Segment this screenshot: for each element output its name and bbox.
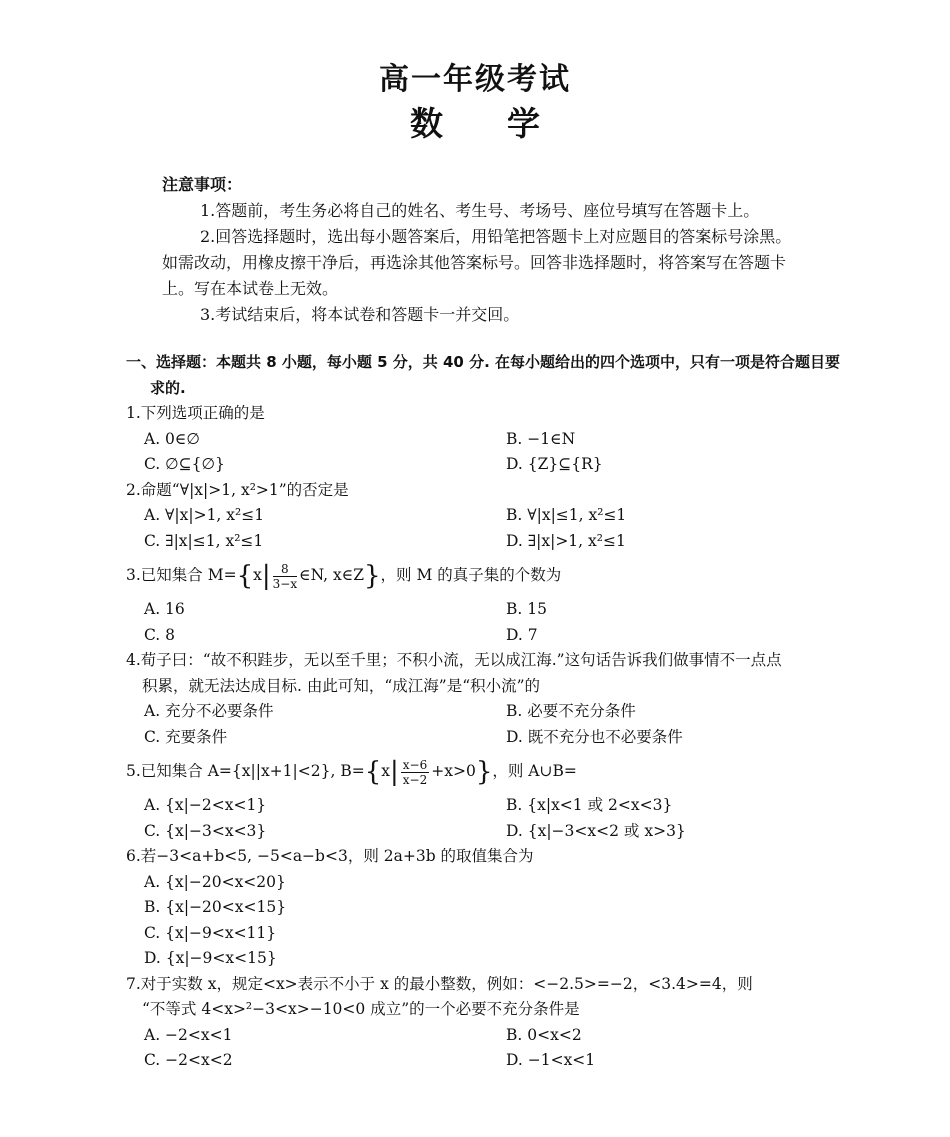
fraction: $\frac{x-6}{x-2}$ xyxy=(402,757,428,787)
option-c: C. {x|−9<x<11} xyxy=(144,923,277,942)
option-b: B. −1∈N xyxy=(506,429,576,448)
question-6 xyxy=(126,844,842,972)
question-stem: 6.若−3<a+b<5, −5<a−b<3，则 2a+3b 的取值集合为 xyxy=(126,847,534,865)
question-stem: 5.已知集合 A={x||x+1|<2}, B={x| $\frac{x-6}{x-2}$ +x>0}，则 A∪B= xyxy=(126,757,577,787)
option-d: D. 7 xyxy=(506,625,538,644)
option-a: A. 16 xyxy=(144,600,185,618)
fraction: $\frac{8}{3-x}$ xyxy=(272,561,298,591)
exam-title: 高一年级考试 xyxy=(379,62,571,97)
question-stem: 2.命题“∀|x|>1, x²>1”的否定是 xyxy=(126,480,349,499)
option-grid xyxy=(126,793,842,844)
subject-title xyxy=(0,98,950,145)
option-list xyxy=(126,870,842,972)
option-grid xyxy=(126,699,842,750)
option-c: C. −2<x<2 xyxy=(144,1051,233,1069)
option-c: C. ∃|x|≤1, x²≤1 xyxy=(144,531,264,550)
subject-char-2: 学 xyxy=(507,104,540,143)
question-stem: 1.下列选项正确的是 xyxy=(126,404,265,422)
notice-item-2: 2.回答选择题时，选出每小题答案后，用铅笔把答题卡上对应题目的答案标号涂黑。如需改动，用橡皮擦干净后，再选涂其他答案标号。回答非选择题时，将答案写在答题卡上。写在本试卷上无效。 xyxy=(162,227,792,298)
option-d: D. {Z}⊆{R} xyxy=(506,455,603,473)
question-2 xyxy=(126,478,842,555)
option-b: B. 0<x<2 xyxy=(506,1025,582,1044)
option-c: C. 8 xyxy=(144,625,176,644)
question-1 xyxy=(126,401,842,478)
question-3 xyxy=(126,554,842,648)
option-b: B. ∀|x|≤1, x²≤1 xyxy=(506,506,627,524)
option-c: C. 充要条件 xyxy=(144,727,228,746)
questions-area xyxy=(126,350,842,1074)
question-stem: 3.已知集合 M={x| $\frac{8}{3-x}$ ∈N, x∈Z}，则 M 的真子集的个数为 xyxy=(126,561,562,591)
question-4 xyxy=(126,648,842,750)
option-grid xyxy=(126,597,842,648)
notice-item-1: 1.答题前，考生务必将自己的姓名、考生号、考场号、座位号填写在答题卡上。 xyxy=(200,201,760,220)
question-stem: 7.对于实数 x，规定<x>表示不小于 x 的最小整数，例如：<−2.5>=−2，<3.4>=4，则 xyxy=(126,974,753,993)
option-b: B. 15 xyxy=(506,600,547,618)
notice-block xyxy=(162,172,802,328)
section-heading: 一、选择题：本题共 8 小题，每小题 5 分，共 40 分. 在每小题给出的四个选项中，只有一项是符合题目要求的. xyxy=(126,353,841,397)
subject-char-1: 数 xyxy=(410,104,443,143)
option-d: D. {x|−9<x<15} xyxy=(144,949,277,967)
option-grid xyxy=(126,1023,842,1074)
question-7 xyxy=(126,972,842,1074)
notice-item-3: 3.考试结束后，将本试卷和答题卡一并交回。 xyxy=(200,305,520,324)
option-c: C. ∅⊆{∅} xyxy=(144,455,225,473)
option-b: B. {x|x<1 或 2<x<3} xyxy=(506,796,673,814)
option-grid xyxy=(126,427,842,478)
option-d: D. −1<x<1 xyxy=(506,1051,596,1069)
option-a: A. {x|−2<x<1} xyxy=(144,796,267,814)
option-a: A. ∀|x|>1, x²≤1 xyxy=(144,506,265,524)
option-a: A. {x|−20<x<20} xyxy=(144,872,286,891)
option-a: A. 充分不必要条件 xyxy=(144,702,274,720)
question-stem-cont: “不等式 4<x>²−3<x>−10<0 成立”的一个必要不充分条件是 xyxy=(142,1000,580,1018)
option-d: D. {x|−3<x<2 或 x>3} xyxy=(506,821,686,840)
question-stem-cont: 积累，就无法达成目标. 由此可知，“成江海”是“积小流”的 xyxy=(142,676,541,695)
option-b: B. {x|−20<x<15} xyxy=(144,898,287,916)
option-grid xyxy=(126,503,842,554)
option-a: A. −2<x<1 xyxy=(144,1025,233,1044)
option-a: A. 0∈∅ xyxy=(144,429,200,448)
option-b: B. 必要不充分条件 xyxy=(506,702,636,720)
notice-heading: 注意事项： xyxy=(162,175,243,194)
option-d: D. ∃|x|>1, x²≤1 xyxy=(506,531,626,550)
question-stem: 4.荀子曰：“故不积跬步，无以至千里；不积小流，无以成江海.”这句话告诉我们做事情不一点点 xyxy=(126,651,782,669)
question-5 xyxy=(126,750,842,844)
option-c: C. {x|−3<x<3} xyxy=(144,821,267,840)
option-d: D. 既不充分也不必要条件 xyxy=(506,727,683,746)
